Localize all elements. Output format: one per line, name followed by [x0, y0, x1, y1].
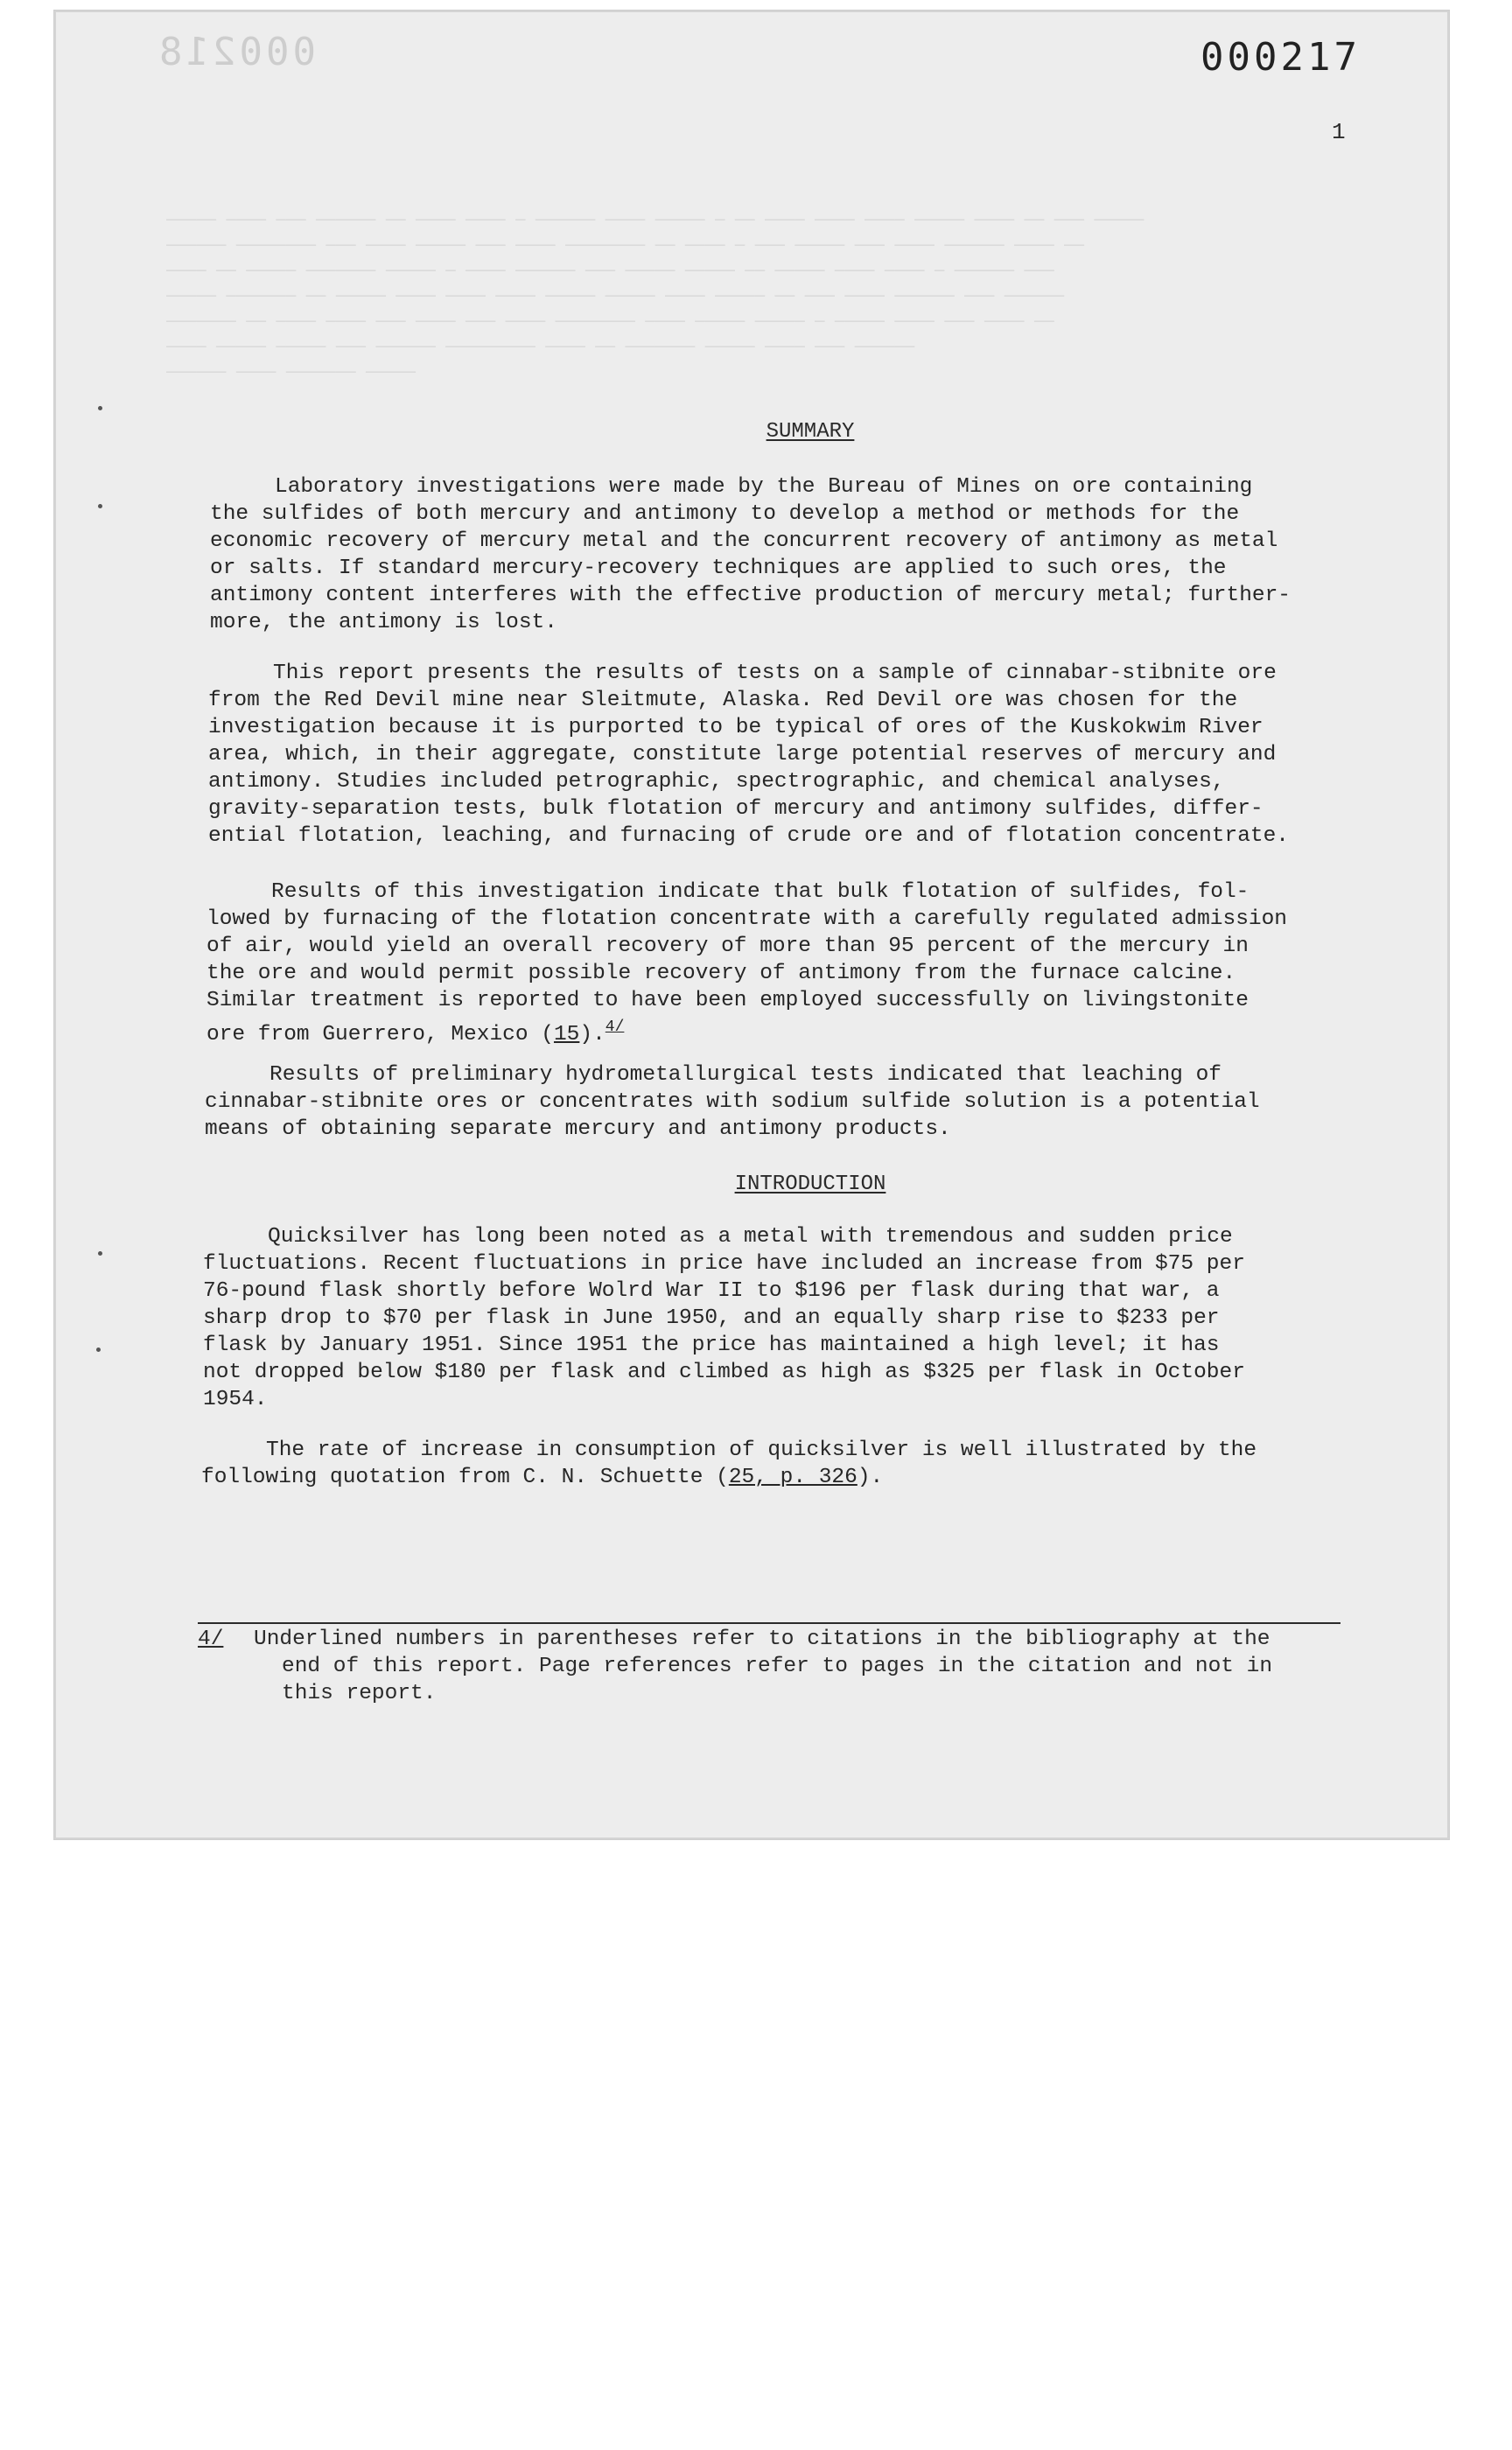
show-through-text: ───── ──── ─── ────── ── ──── ──── ─ ────── ──── ───── ─ ── ──── ──── ──── ───── ──── ── ─── ───── ────── ──────── ─── ──── ───── ─── ──── ──────── ── ──── ─ ─── ───── ─── ──── ────── ──── ── ──── ── ───── ─────── ───── ─ ──── ────── ─── ───── ───── ── ───── ──── ──── ─ ────── ─── ───── ─────── ── ───── ──── ──── ──── ───── ───── ──── ───── ── ─── ──── ────── ─── ────── ─────── ── ──── ──── ─── ──── ─── ──── ──────── ──── ───── ───── ─ ───── ──── ─── ──── ── ──── ───── ───── ─── ────── ───────── ──── ── ─────── ───── ──── ─── ────── ────── ──── ─────── ───── — [166, 211, 1144, 382]
scan-speck — [98, 1251, 102, 1256]
footnote-line: Underlined numbers in parentheses refer to citations in the bibliography at the — [254, 1628, 1270, 1651]
text-line: investigation because it is purported to be typical of ores of the Kuskokwim River — [208, 716, 1264, 739]
footnote-reference: 4/ — [605, 1018, 625, 1036]
summary-paragraph-1 — [210, 473, 1291, 636]
text-line: antimony. Studies included petrographic, spectrographic, and chemical analyses, — [208, 770, 1225, 794]
text-line: Results of this investigation indicate that bulk flotation of sulfides, fol- — [271, 880, 1250, 904]
scan-speck — [96, 1348, 101, 1352]
text-line: cinnabar-stibnite ores or concentrates with sodium sulfide solution is a potential — [205, 1090, 1260, 1114]
text-line: antimony content interferes with the effective production of mercury metal; further- — [210, 584, 1292, 607]
text-line: economic recovery of mercury metal and the concurrent recovery of antimony as metal — [210, 529, 1278, 553]
text-line: 1954. — [203, 1388, 268, 1411]
summary-paragraph-3 — [206, 878, 1287, 1048]
text-line: means of obtaining separate mercury and antimony products. — [205, 1117, 951, 1141]
text-fragment: ). — [579, 1023, 606, 1046]
footnote-line: end of this report. Page references refer to pages in the citation and not in — [282, 1655, 1273, 1678]
scan-speck — [98, 504, 102, 508]
text-line: sharp drop to $70 per flask in June 1950, and an equally sharp rise to $233 per — [203, 1306, 1220, 1330]
citation-15: 15 — [553, 1023, 580, 1046]
summary-paragraph-4 — [205, 1061, 1260, 1143]
page-number: 1 — [1332, 119, 1346, 145]
introduction-paragraph-1 — [203, 1223, 1245, 1413]
text-line: Laboratory investigations were made by the Bureau of Mines on ore containing — [275, 475, 1253, 499]
text-line: more, the antimony is lost. — [210, 611, 557, 634]
text-line: flask by January 1951. Since 1951 the price has maintained a high level; it has — [203, 1334, 1220, 1357]
text-line: or salts. If standard mercury-recovery techniques are applied to such ores, the — [210, 556, 1227, 580]
text-fragment: ore from Guerrero, Mexico ( — [206, 1023, 554, 1046]
text-line: Similar treatment is reported to have been employed successfully on livingstonite — [206, 989, 1249, 1012]
text-line — [206, 1014, 1287, 1048]
summary-paragraph-2 — [208, 660, 1289, 850]
text-line: The rate of increase in consumption of quicksilver is well illustrated by the — [266, 1438, 1257, 1462]
text-line: ential flotation, leaching, and furnacing of crude ore and of flotation concentrate. — [208, 824, 1290, 848]
document-number: 000217 — [1200, 35, 1361, 80]
scan-speck — [98, 406, 102, 410]
text-line: the sulfides of both mercury and antimony to develop a method or methods for the — [210, 502, 1240, 526]
text-line: 76-pound flask shortly before Wolrd War II to $196 per flask during that war, a — [203, 1279, 1220, 1303]
text-line: Results of preliminary hydrometallurgical tests indicated that leaching of — [270, 1063, 1222, 1087]
text-line: of air, would yield an overall recovery of more than 95 percent of the mercury in — [206, 934, 1249, 958]
text-line — [201, 1464, 1256, 1491]
show-through-number: 000218 — [156, 30, 316, 74]
text-line: area, which, in their aggregate, constitute large potential reserves of mercury and — [208, 743, 1277, 766]
introduction-heading: INTRODUCTION — [734, 1172, 886, 1196]
text-line: not dropped below $180 per flask and climbed as high as $325 per flask in October — [203, 1361, 1245, 1384]
footnote-marker: 4/ — [198, 1628, 224, 1651]
text-line: Quicksilver has long been noted as a metal with tremendous and sudden price — [268, 1225, 1233, 1249]
footnote — [198, 1626, 1353, 1707]
introduction-paragraph-2 — [201, 1437, 1256, 1491]
text-line: from the Red Devil mine near Sleitmute, Alaska. Red Devil ore was chosen for the — [208, 689, 1238, 712]
text-line: the ore and would permit possible recovery of antimony from the furnace calcine. — [206, 962, 1236, 985]
summary-heading: SUMMARY — [766, 420, 855, 444]
citation-25: 25, p. 326 — [728, 1466, 858, 1489]
text-line: lowed by furnacing of the flotation concentrate with a carefully regulated admission — [206, 907, 1288, 931]
text-fragment: following quotation from C. N. Schuette ( — [201, 1466, 729, 1489]
footnote-divider — [198, 1622, 1340, 1624]
text-line: fluctuations. Recent fluctuations in price have included an increase from $75 per — [203, 1252, 1245, 1276]
text-fragment: ). — [857, 1466, 884, 1489]
text-line: This report presents the results of tests on a sample of cinnabar-stibnite ore — [273, 662, 1277, 685]
text-line: gravity-separation tests, bulk flotation of mercury and antimony sulfides, differ- — [208, 797, 1264, 821]
footnote-line: this report. — [282, 1682, 437, 1705]
